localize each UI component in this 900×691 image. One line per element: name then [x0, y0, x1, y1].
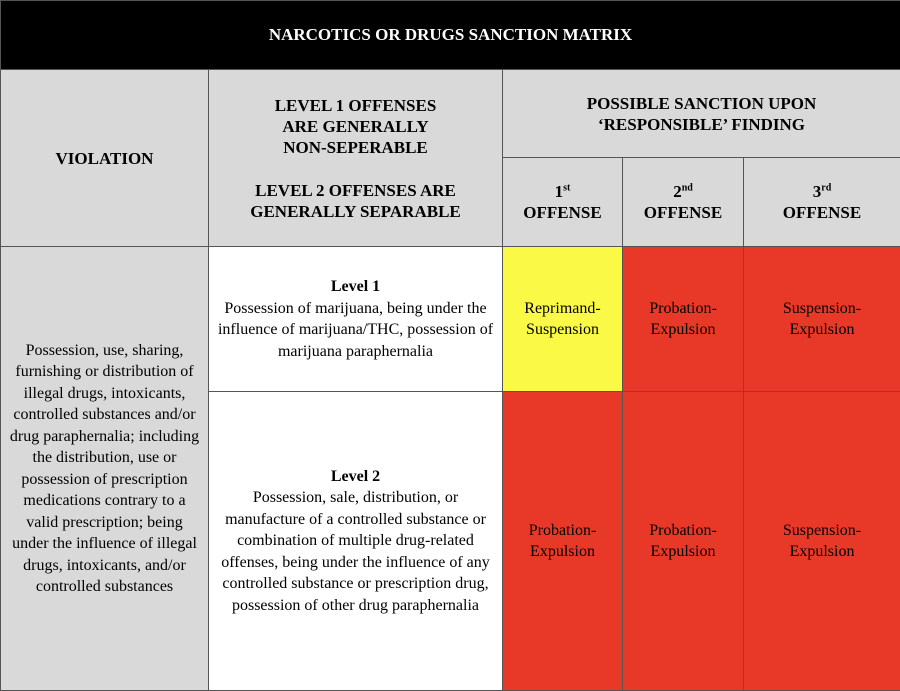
level-note-2-line-1: LEVEL 2 OFFENSES ARE	[215, 180, 496, 201]
offense-label: OFFENSE	[644, 203, 722, 222]
level-1-title: Level 1	[215, 276, 496, 298]
level-1-first-offense-sanction	[503, 247, 623, 392]
level-1-description: Possession of marijuana, being under the influence of marijuana/THC, possession of marijuana paraphernalia	[218, 300, 493, 360]
offense-number: 2	[673, 182, 682, 201]
level-note-spacer	[215, 158, 496, 180]
sanction-line-1: Probation-	[649, 522, 717, 539]
level-note-2-line-2: GENERALLY SEPARABLE	[215, 201, 496, 222]
level-note-1-line-2: ARE GENERALLY	[215, 116, 496, 137]
offense-number: 1	[555, 182, 564, 201]
level-2-third-offense-sanction	[744, 392, 900, 691]
offense-label: OFFENSE	[783, 203, 861, 222]
second-offense-header	[623, 158, 744, 247]
matrix-title: NARCOTICS OR DRUGS SANCTION MATRIX	[1, 1, 900, 70]
sanction-line-2: Expulsion	[790, 543, 855, 560]
sanction-line-1: Suspension-	[783, 300, 861, 317]
level-1-third-offense-sanction	[744, 247, 900, 392]
sanction-line-1: Suspension-	[783, 522, 861, 539]
sanction-group-header	[503, 70, 900, 158]
level-2-description: Possession, sale, distribution, or manufacture of a controlled substance or combination of multiple drug-related offenses, being under the influence of any controlled substance or prescription drug, possession of other drug paraphernalia	[221, 489, 490, 614]
sanction-group-line-1: POSSIBLE SANCTION UPON	[509, 93, 894, 114]
first-offense-header	[503, 158, 623, 247]
violation-header: VIOLATION	[1, 70, 209, 247]
level-2-second-offense-sanction	[623, 392, 744, 691]
offense-ordinal: st	[563, 182, 570, 193]
sanction-line-1: Probation-	[649, 300, 717, 317]
offense-ordinal: nd	[682, 182, 693, 193]
sanction-line-2: Expulsion	[651, 543, 716, 560]
sanction-line-2: Expulsion	[530, 543, 595, 560]
sanction-line-2: Expulsion	[651, 321, 716, 338]
level-note-1-line-3: NON-SEPERABLE	[215, 137, 496, 158]
violation-description: Possession, use, sharing, furnishing or distribution of illegal drugs, intoxicants, controlled substances and/or drug paraphernalia; including the distribution, use or possession of prescription medications contrary to a valid prescription; being under the influence of illegal drugs, intoxicants, and/or controlled substances	[1, 247, 209, 691]
level-1-second-offense-sanction	[623, 247, 744, 392]
level-note-header	[209, 70, 503, 247]
offense-ordinal: rd	[821, 182, 831, 193]
sanction-line-1: Probation-	[529, 522, 597, 539]
offense-label: OFFENSE	[523, 203, 601, 222]
sanction-group-line-2: ‘RESPONSIBLE’ FINDING	[509, 114, 894, 135]
level-1-cell	[209, 247, 503, 392]
level-2-first-offense-sanction	[503, 392, 623, 691]
level-note-1-line-1: LEVEL 1 OFFENSES	[215, 95, 496, 116]
level-2-cell	[209, 392, 503, 691]
third-offense-header	[744, 158, 900, 247]
level-2-title: Level 2	[215, 466, 496, 488]
offense-number: 3	[813, 182, 822, 201]
sanction-line-1: Reprimand-	[524, 300, 600, 317]
sanction-line-2: Suspension	[526, 321, 599, 338]
sanction-line-2: Expulsion	[790, 321, 855, 338]
